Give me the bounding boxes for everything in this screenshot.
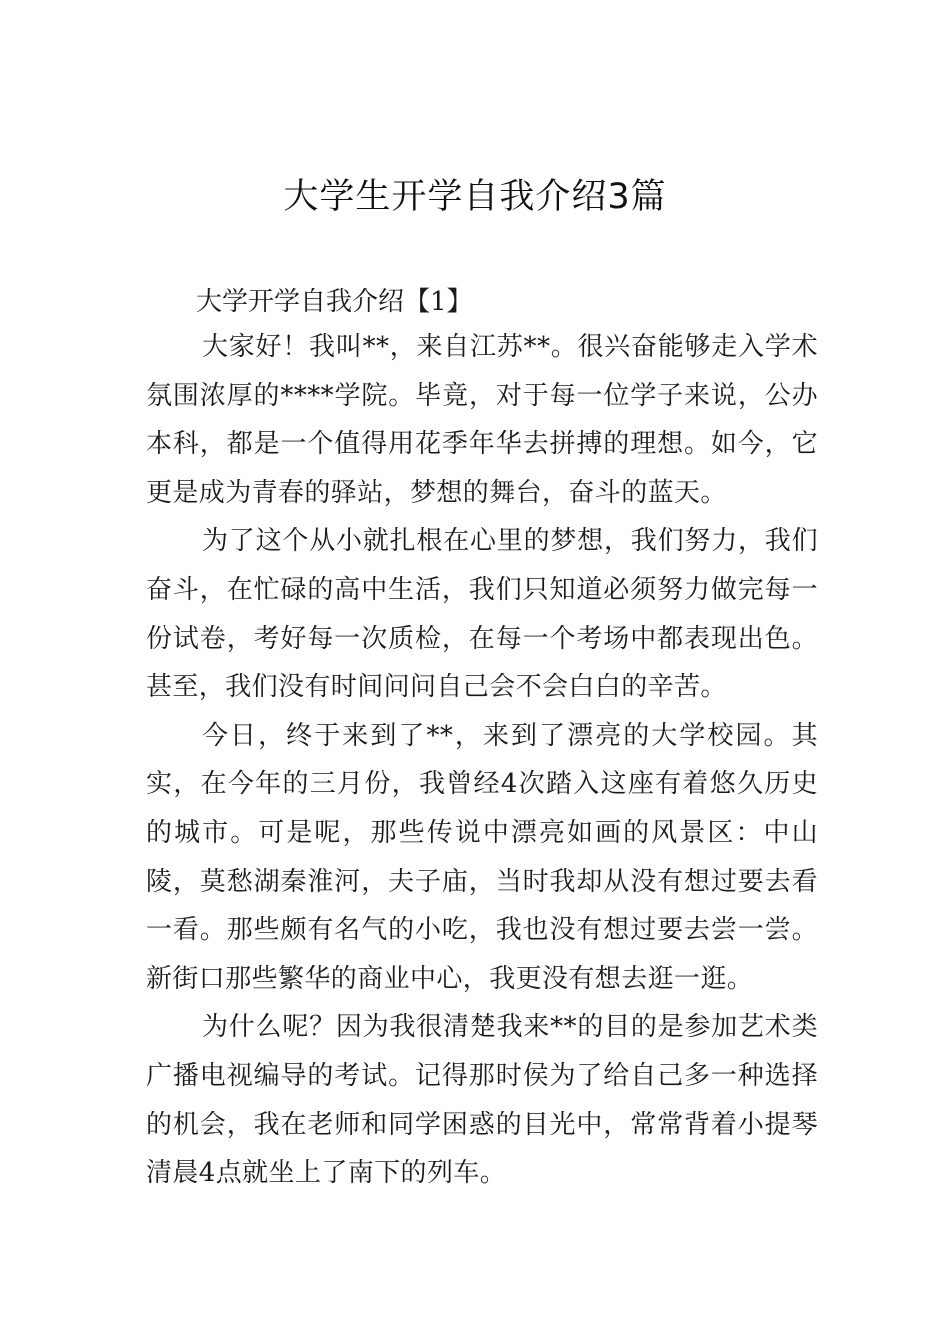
section-heading: 大学开学自我介绍【1】 (196, 287, 473, 317)
document-body (146, 281, 818, 1198)
paragraph-4: 为什么呢？因为我很清楚我来**的目的是参加艺术类广播电视编导的考试。记得那时侯为了给自己多一种选择的机会，我在老师和同学困惑的目光中，常常背着小提琴清晨4点就坐上了南下的列车。 (146, 1012, 818, 1189)
paragraph-1: 大家好！我叫**，来自江苏**。很兴奋能够走入学术氛围浓厚的****学院。毕竟，对于每一位学子来说，公办本科，都是一个值得用花季年华去拼搏的理想。如今，它更是成为青春的驿站，梦想的舞台，奋斗的蓝天。 (146, 332, 818, 508)
paragraph-2: 为了这个从小就扎根在心里的梦想，我们努力，我们奋斗，在忙碌的高中生活，我们只知道必须努力做完每一份试卷，考好每一次质检，在每一个考场中都表现出色。甚至，我们没有时间问问自己会不会白白的辛苦。 (146, 526, 818, 703)
paragraph-3: 今日，终于来到了**，来到了漂亮的大学校园。其实，在今年的三月份，我曾经4次踏入这座有着悠久历史的城市。可是呢，那些传说中漂亮如画的风景区：中山陵，莫愁湖秦淮河，夫子庙，当时我却从没有想过要去看一看。那些颇有名气的小吃，我也没有想过要去尝一尝。新街口那些繁华的商业中心，我更没有想去逛一逛。 (146, 720, 818, 994)
document-title: 大学生开学自我介绍3篇 (283, 177, 667, 217)
